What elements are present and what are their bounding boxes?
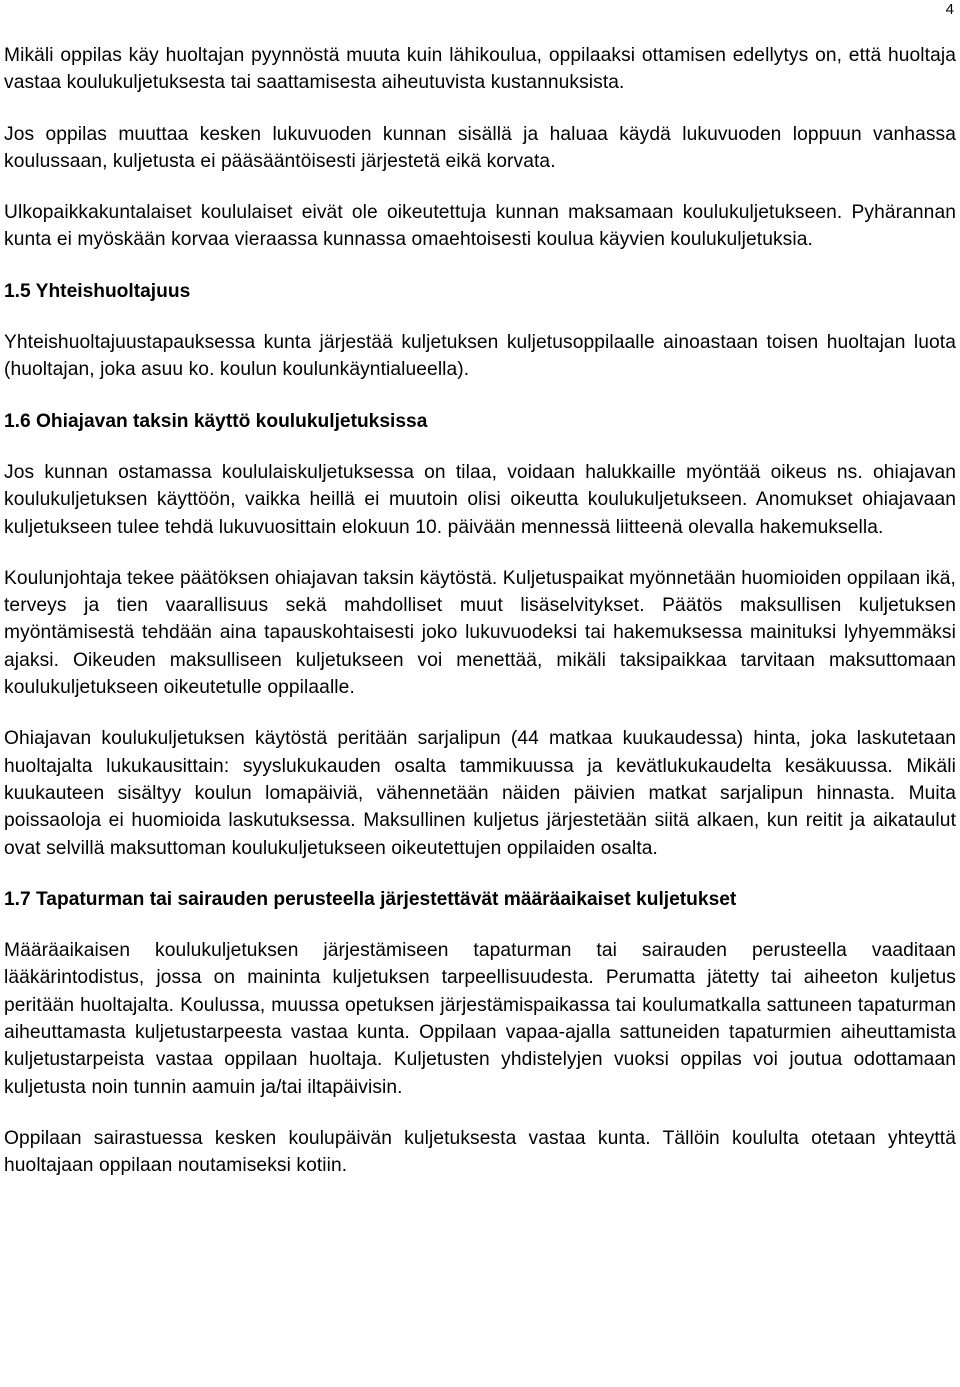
- paragraph: Ulkopaikkakuntalaiset koululaiset eivät ole oikeutettuja kunnan maksamaan koulukuljetukseen. Pyhärannan kunta ei myöskään korvaa vieraassa kunnassa omaehtoisesti koulua käyvien koulukuljetuksia.: [4, 202, 956, 251]
- paragraph: Yhteishuoltajuustapauksessa kunta järjestää kuljetuksen kuljetusoppilaalle ainoastaan toisen huoltajan luota (huoltajan, joka asuu ko. koulun koulunkäyntialueella).: [4, 332, 956, 381]
- paragraph: Koulunjohtaja tekee päätöksen ohiajavan taksin käytöstä. Kuljetuspaikat myönnetään huomioiden oppilaan ikä, terveys ja tien vaarallisuus sekä mahdolliset muut lisäselvitykset. Päätös maksullisen kuljetuksen myöntämisestä tehdään aina tapauskohtaisesti joko lukuvuodeksi tai hakemuksessa mainituksi lyhyemmäksi ajaksi. Oikeuden maksulliseen kuljetukseen voi menettää, mikäli taksipaikkaa tarvitaan maksuttomaan koulukuljetukseen oikeutetulle oppilaalle.: [4, 567, 956, 699]
- document-body: [4, 42, 956, 1204]
- paragraph: Jos oppilas muuttaa kesken lukuvuoden kunnan sisällä ja haluaa käydä lukuvuoden loppuun vanhassa koulussaan, kuljetusta ei pääsääntöisesti järjestetä eikä korvata.: [4, 123, 956, 172]
- paragraph: Ohiajavan koulukuljetuksen käytöstä peritään sarjalipun (44 matkaa kuukaudessa) hinta, joka laskutetaan huoltajalta lukukausittain: syyslukukauden osalta tammikuussa ja kevätlukukaudelta kesäkuussa. Mikäli kuukauteen sisältyy koulun lomapäiviä, vähennetään näiden päivien matkat sarjalipun hinnasta. Muita poissaoloja ei huomioida laskutuksessa. Maksullinen kuljetus järjestetään siitä alkaen, kun reitit ja aikataulut ovat selvillä maksuttoman koulukuljetukseen oikeutettujen oppilaiden osalta.: [4, 728, 956, 859]
- paragraph: Mikäli oppilas käy huoltajan pyynnöstä muuta kuin lähikoulua, oppilaaksi ottamisen edellytys on, että huoltaja vastaa koulukuljetuksesta tai saattamisesta aiheutuvista kustannuksista.: [4, 45, 956, 94]
- section-heading: 1.5 Yhteishuoltajuus: [4, 280, 191, 302]
- paragraph: Jos kunnan ostamassa koululaiskuljetuksessa on tilaa, voidaan halukkaille myöntää oikeus ns. ohiajavan koulukuljetuksen käyttöön, vaikka heillä ei muutoin olisi oikeutta koulukuljetukseen. Anomukset ohiajavaan kuljetukseen tulee tehdä lukuvuosittain elokuun 10. päivään mennessä liitteenä olevalla hakemuksella.: [4, 461, 956, 538]
- section-heading: 1.6 Ohiajavan taksin käyttö koulukuljetuksissa: [4, 410, 428, 432]
- paragraph: Määräaikaisen koulukuljetuksen järjestämiseen tapaturman tai sairauden perusteella vaaditaan lääkärintodistus, jossa on maininta kuljetuksen tarpeellisuudesta. Perumatta jätetty tai aiheeton kuljetus peritään huoltajalta. Koulussa, muussa opetuksen järjestämispaikassa tai koulumatkalla sattuneen tapaturman aiheuttamasta kuljetustarpeesta vastaa kunta. Oppilaan vapaa-ajalla sattuneiden tapaturmien aiheuttamista kuljetustarpeista vastaa oppilaan huoltaja. Kuljetusten yhdistelyjen vuoksi oppilas voi joutua odottamaan kuljetusta noin tunnin aamuin ja/tai iltapäivisin.: [4, 940, 956, 1098]
- section-heading: 1.7 Tapaturman tai sairauden perusteella järjestettävät määräaikaiset kuljetukset: [4, 888, 737, 910]
- paragraph: Oppilaan sairastuessa kesken koulupäivän kuljetuksesta vastaa kunta. Tällöin koululta otetaan yhteyttä huoltajaan oppilaan noutamiseksi kotiin.: [4, 1127, 956, 1177]
- page-number: 4: [945, 1, 954, 18]
